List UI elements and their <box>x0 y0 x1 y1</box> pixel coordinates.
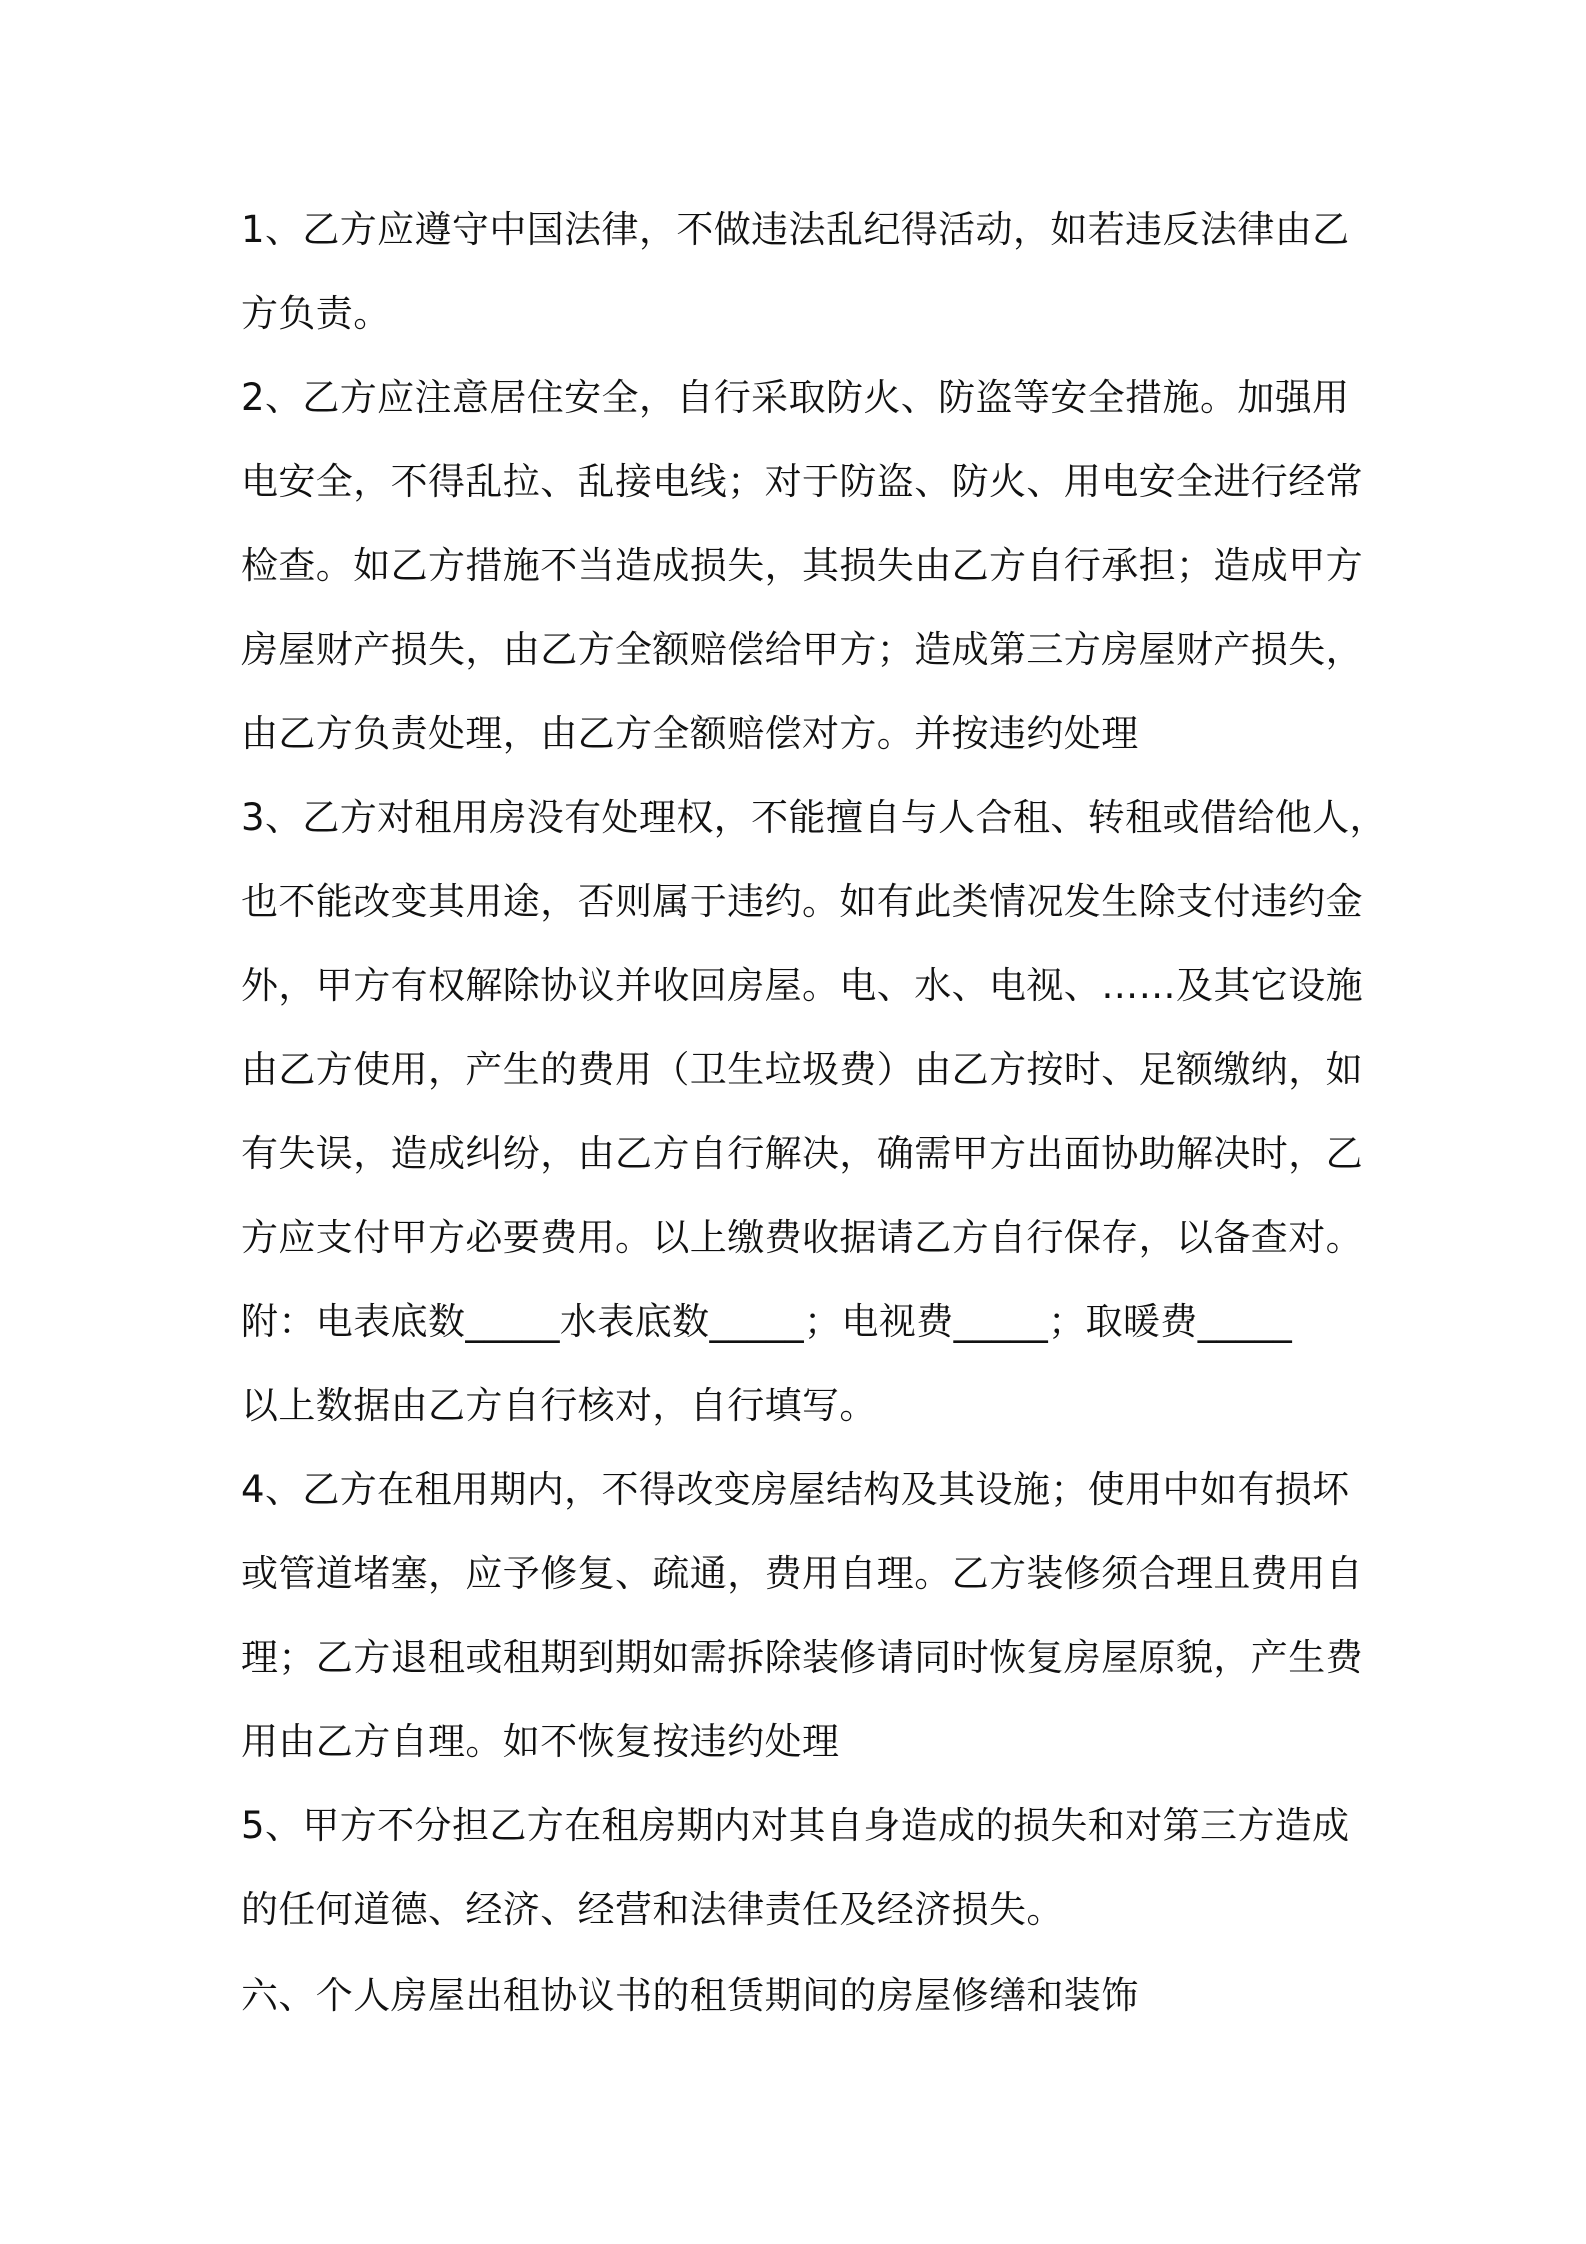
text-line: 也不能改变其用途，否则属于违约。如有此类情况发生除支付违约金 <box>241 880 1363 923</box>
text-line: 由乙方使用，产生的费用（卫生垃圾费）由乙方按时、足额缴纳，如 <box>241 1048 1363 1091</box>
text-line: 以上数据由乙方自行核对，自行填写。 <box>241 1384 877 1427</box>
text-line: 由乙方负责处理，由乙方全额赔偿对方。并按违约处理 <box>241 712 1139 755</box>
text-line: 方负责。 <box>241 292 391 335</box>
text-line: 1、乙方应遵守中国法律，不做违法乱纪得活动，如若违反法律由乙 <box>241 208 1350 251</box>
text-line: 用由乙方自理。如不恢复按违约处理 <box>241 1720 840 1763</box>
text-line: 2、乙方应注意居住安全，自行采取防火、防盗等安全措施。加强用 <box>241 376 1350 419</box>
text-line: 3、乙方对租用房没有处理权，不能擅自与人合租、转租或借给他人， <box>241 796 1387 839</box>
text-line: 房屋财产损失，由乙方全额赔偿给甲方；造成第三方房屋财产损失， <box>241 628 1363 671</box>
text-line: 有失误，造成纠纷，由乙方自行解决，确需甲方出面协助解决时，乙 <box>241 1132 1363 1175</box>
text-line: 的任何道德、经济、经营和法律责任及经济损失。 <box>241 1888 1064 1931</box>
section-heading: 六、个人房屋出租协议书的租赁期间的房屋修缮和装饰 <box>241 1974 1139 2017</box>
text-line: 附：电表底数_____水表底数_____；电视费_____；取暖费_____ <box>241 1300 1293 1343</box>
text-line: 电安全，不得乱拉、乱接电线；对于防盗、防火、用电安全进行经常 <box>241 460 1363 503</box>
document-body <box>241 188 1387 2038</box>
text-line: 5、甲方不分担乙方在租房期内对其自身造成的损失和对第三方造成 <box>241 1804 1350 1847</box>
text-line: 检查。如乙方措施不当造成损失，其损失由乙方自行承担；造成甲方 <box>241 544 1363 587</box>
text-line: 或管道堵塞，应予修复、疏通，费用自理。乙方装修须合理且费用自 <box>241 1552 1363 1595</box>
text-line: 4、乙方在租用期内，不得改变房屋结构及其设施；使用中如有损坏 <box>241 1468 1350 1511</box>
text-line: 外，甲方有权解除协议并收回房屋。电、水、电视、……及其它设施 <box>241 964 1363 1007</box>
text-line: 方应支付甲方必要费用。以上缴费收据请乙方自行保存，以备查对。 <box>241 1216 1363 1259</box>
text-line: 理；乙方退租或租期到期如需拆除装修请同时恢复房屋原貌，产生费 <box>241 1636 1363 1679</box>
